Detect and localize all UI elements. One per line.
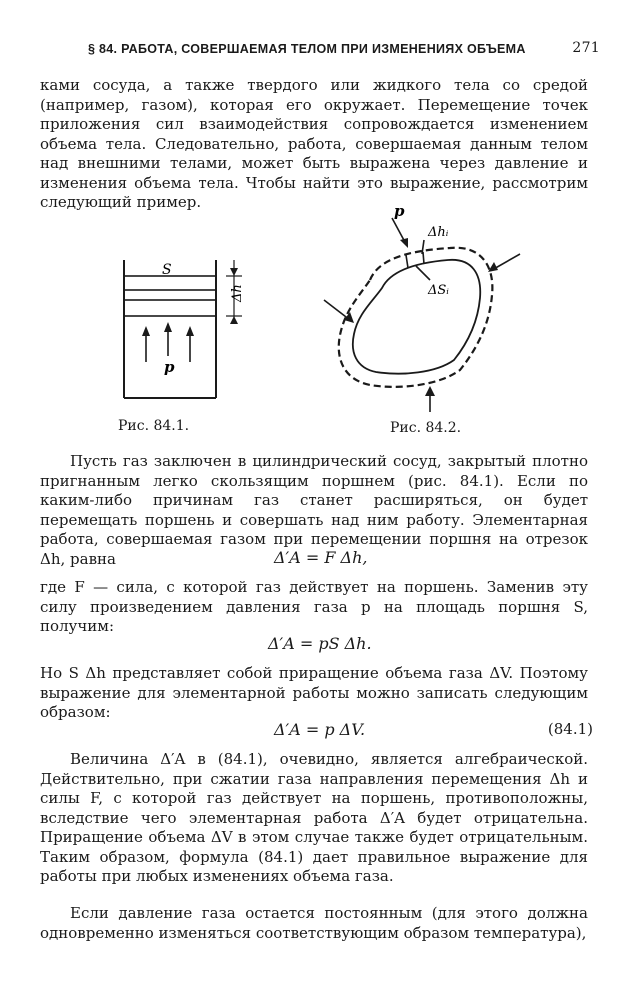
paragraph-5: Величина Δ′A в (84.1), очевидно, является алгебраической. Действительно, при сжатии газа направления перемещения Δh и силы F, с которой газ действует на поршень, противоположны, вследствие чего элементарная работа Δ′A будет отрицательна. Приращение объема ΔV в этом случае также будет отрицательным. Таким образом, формула (84.1) дает правильное выражение для работы при любых изменениях объема газа.: [40, 750, 588, 885]
formula-3: Δ′A = p ΔV.: [274, 720, 366, 739]
paragraph-4: Но S Δh представляет собой приращение объема газа ΔV. Поэтому выражение для элементарной работы можно записать следующим образом:: [40, 664, 588, 721]
pressure-arrowhead-3: [186, 326, 194, 336]
ds-leader: [416, 266, 430, 280]
dh-leader: [422, 240, 424, 254]
label-dhi: Δhᵢ: [428, 225, 449, 240]
paragraph-1: ками сосуда, а также твердого или жидкого тела со средой (например, газом), которая его окружает. Перемещение точек приложения сил взаимодействия сопровождается изменением объема тела. Следовательно, работа, совершаемая данным телом над внешними телами, может быть выражена через давление и изменения объема тела. Чтобы найти это выражение, рассмотрим следующий пример.: [40, 76, 588, 211]
dim-arrowhead-up: [230, 268, 238, 276]
element-edge-right: [423, 252, 424, 264]
formula-2: Δ′A = pS Δh.: [268, 634, 372, 653]
label-p: p: [164, 358, 175, 376]
page-number: 271: [572, 40, 600, 56]
figure-84-2: [320, 200, 530, 415]
formula-1: Δ′A = F Δh,: [274, 548, 368, 567]
label-p-fig2: p: [394, 202, 405, 220]
label-s: S: [162, 262, 172, 278]
pressure-arrowhead-1: [142, 326, 150, 336]
piston-displaced: [124, 300, 216, 316]
arrowhead-bottom: [425, 386, 435, 396]
piston-initial: [124, 276, 216, 290]
figure-84-2-caption: Рис. 84.2.: [390, 420, 462, 436]
arrowhead-top: [400, 238, 408, 248]
section-title: § 84. РАБОТА, СОВЕРШАЕМАЯ ТЕЛОМ ПРИ ИЗМЕНЕНИЯХ ОБЪЕМА: [88, 42, 526, 56]
paragraph-6: Если давление газа остается постоянным (для этого должна одновременно изменяться соответствующим образом температура),: [40, 904, 588, 942]
dim-arrowhead-down: [230, 316, 238, 324]
label-dsi: ΔSᵢ: [428, 283, 449, 298]
figure-84-1: [110, 250, 260, 410]
paragraph-2: Пусть газ заключен в цилиндрический сосуд, закрытый плотно пригнанным легко скользящим поршнем (рис. 84.1). Если по каким-либо причинам газ станет расширяться, он будет перемещать поршень и совершать над ним работу. Элементарная работа, совершаемая газом при перемещении поршня на отрезок Δh, равна: [40, 452, 588, 568]
element-edge-left: [406, 255, 408, 268]
pressure-arrowhead-2: [164, 322, 172, 332]
equation-number: (84.1): [547, 720, 593, 738]
force-arrow-left: [324, 300, 350, 320]
paragraph-3: где F — сила, с которой газ действует на поршень. Заменив эту силу произведением давления газа p на площадь поршня S, получим:: [40, 578, 588, 635]
figure-84-1-caption: Рис. 84.1.: [118, 418, 190, 434]
label-dh: Δh: [230, 284, 245, 302]
